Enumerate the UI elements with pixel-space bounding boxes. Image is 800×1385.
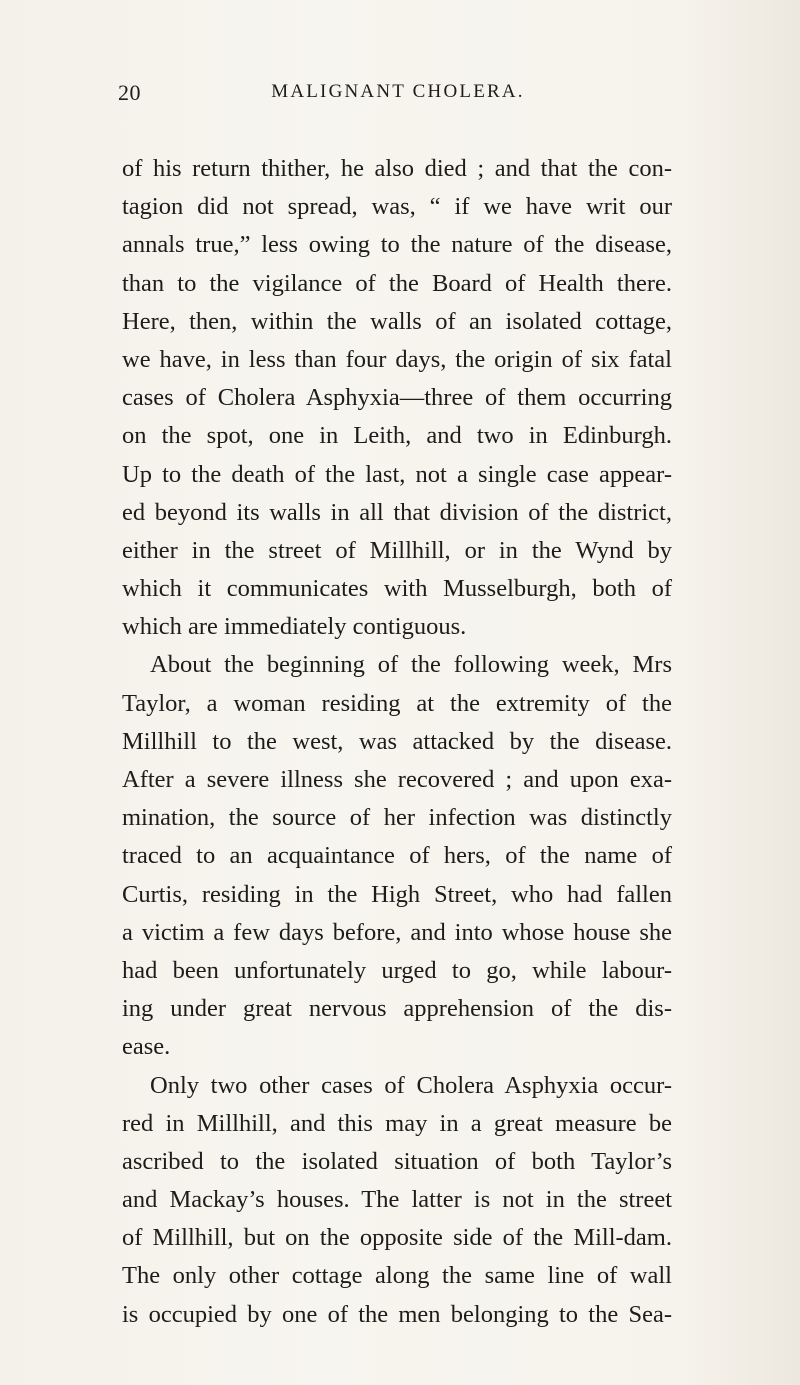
text-line: The only other cottage along the same line of wall: [122, 1262, 672, 1290]
text-line: either in the street of Millhill, or in the Wynd by: [122, 536, 672, 564]
text-line: we have, in less than four days, the origin of six fatal: [122, 345, 672, 373]
page-number: 20: [118, 80, 141, 105]
text-line: Taylor, a woman residing at the extremity of the: [122, 689, 672, 717]
text-line: ascribed to the isolated situation of both Taylor’s: [122, 1147, 672, 1175]
text-line: annals true,” less owing to the nature of the disease,: [122, 231, 672, 259]
page-header: [118, 80, 678, 120]
text-line: of his return thither, he also died ; and that the con-: [122, 155, 672, 182]
running-title: MALIGNANT CHOLERA.: [271, 81, 525, 102]
text-line: had been unfortunately urged to go, while labour-: [122, 956, 672, 984]
text-line: on the spot, one in Leith, and two in Edinburgh.: [122, 422, 672, 450]
text-line: Up to the death of the last, not a single case appear-: [122, 460, 672, 488]
text-line: tagion did not spread, was, “ if we have writ our: [122, 193, 672, 221]
text-line: Millhill to the west, was attacked by the disease.: [122, 727, 672, 755]
text-line: ed beyond its walls in all that division of the district,: [122, 498, 672, 526]
paragraph-start-line: About the beginning of the following week, Mrs: [150, 651, 672, 679]
body-text: [122, 150, 672, 1334]
text-line: mination, the source of her infection was distinctly: [122, 804, 672, 832]
text-line: is occupied by one of the men belonging to the Sea-: [122, 1300, 672, 1328]
text-line: which it communicates with Musselburgh, both of: [122, 575, 672, 603]
text-line: which are immediately contiguous.: [122, 613, 467, 641]
text-line: of Millhill, but on the opposite side of the Mill-dam.: [122, 1224, 672, 1252]
text-line: traced to an acquaintance of hers, of the name of: [122, 842, 672, 870]
text-line: cases of Cholera Asphyxia—three of them occurring: [122, 384, 672, 412]
text-line: red in Millhill, and this may in a great measure be: [122, 1109, 672, 1137]
text-line: and Mackay’s houses. The latter is not in the street: [122, 1186, 672, 1214]
text-line: than to the vigilance of the Board of Health there.: [122, 269, 672, 297]
text-line: ease.: [122, 1033, 171, 1061]
text-line: a victim a few days before, and into whose house she: [122, 918, 672, 946]
paragraph-start-line: Only two other cases of Cholera Asphyxia occur-: [150, 1071, 672, 1099]
text-line: Curtis, residing in the High Street, who had fallen: [122, 880, 672, 908]
text-line: ing under great nervous apprehension of the dis-: [122, 995, 672, 1023]
text-line: After a severe illness she recovered ; and upon exa-: [122, 766, 672, 793]
text-line: Here, then, within the walls of an isolated cottage,: [122, 307, 672, 335]
